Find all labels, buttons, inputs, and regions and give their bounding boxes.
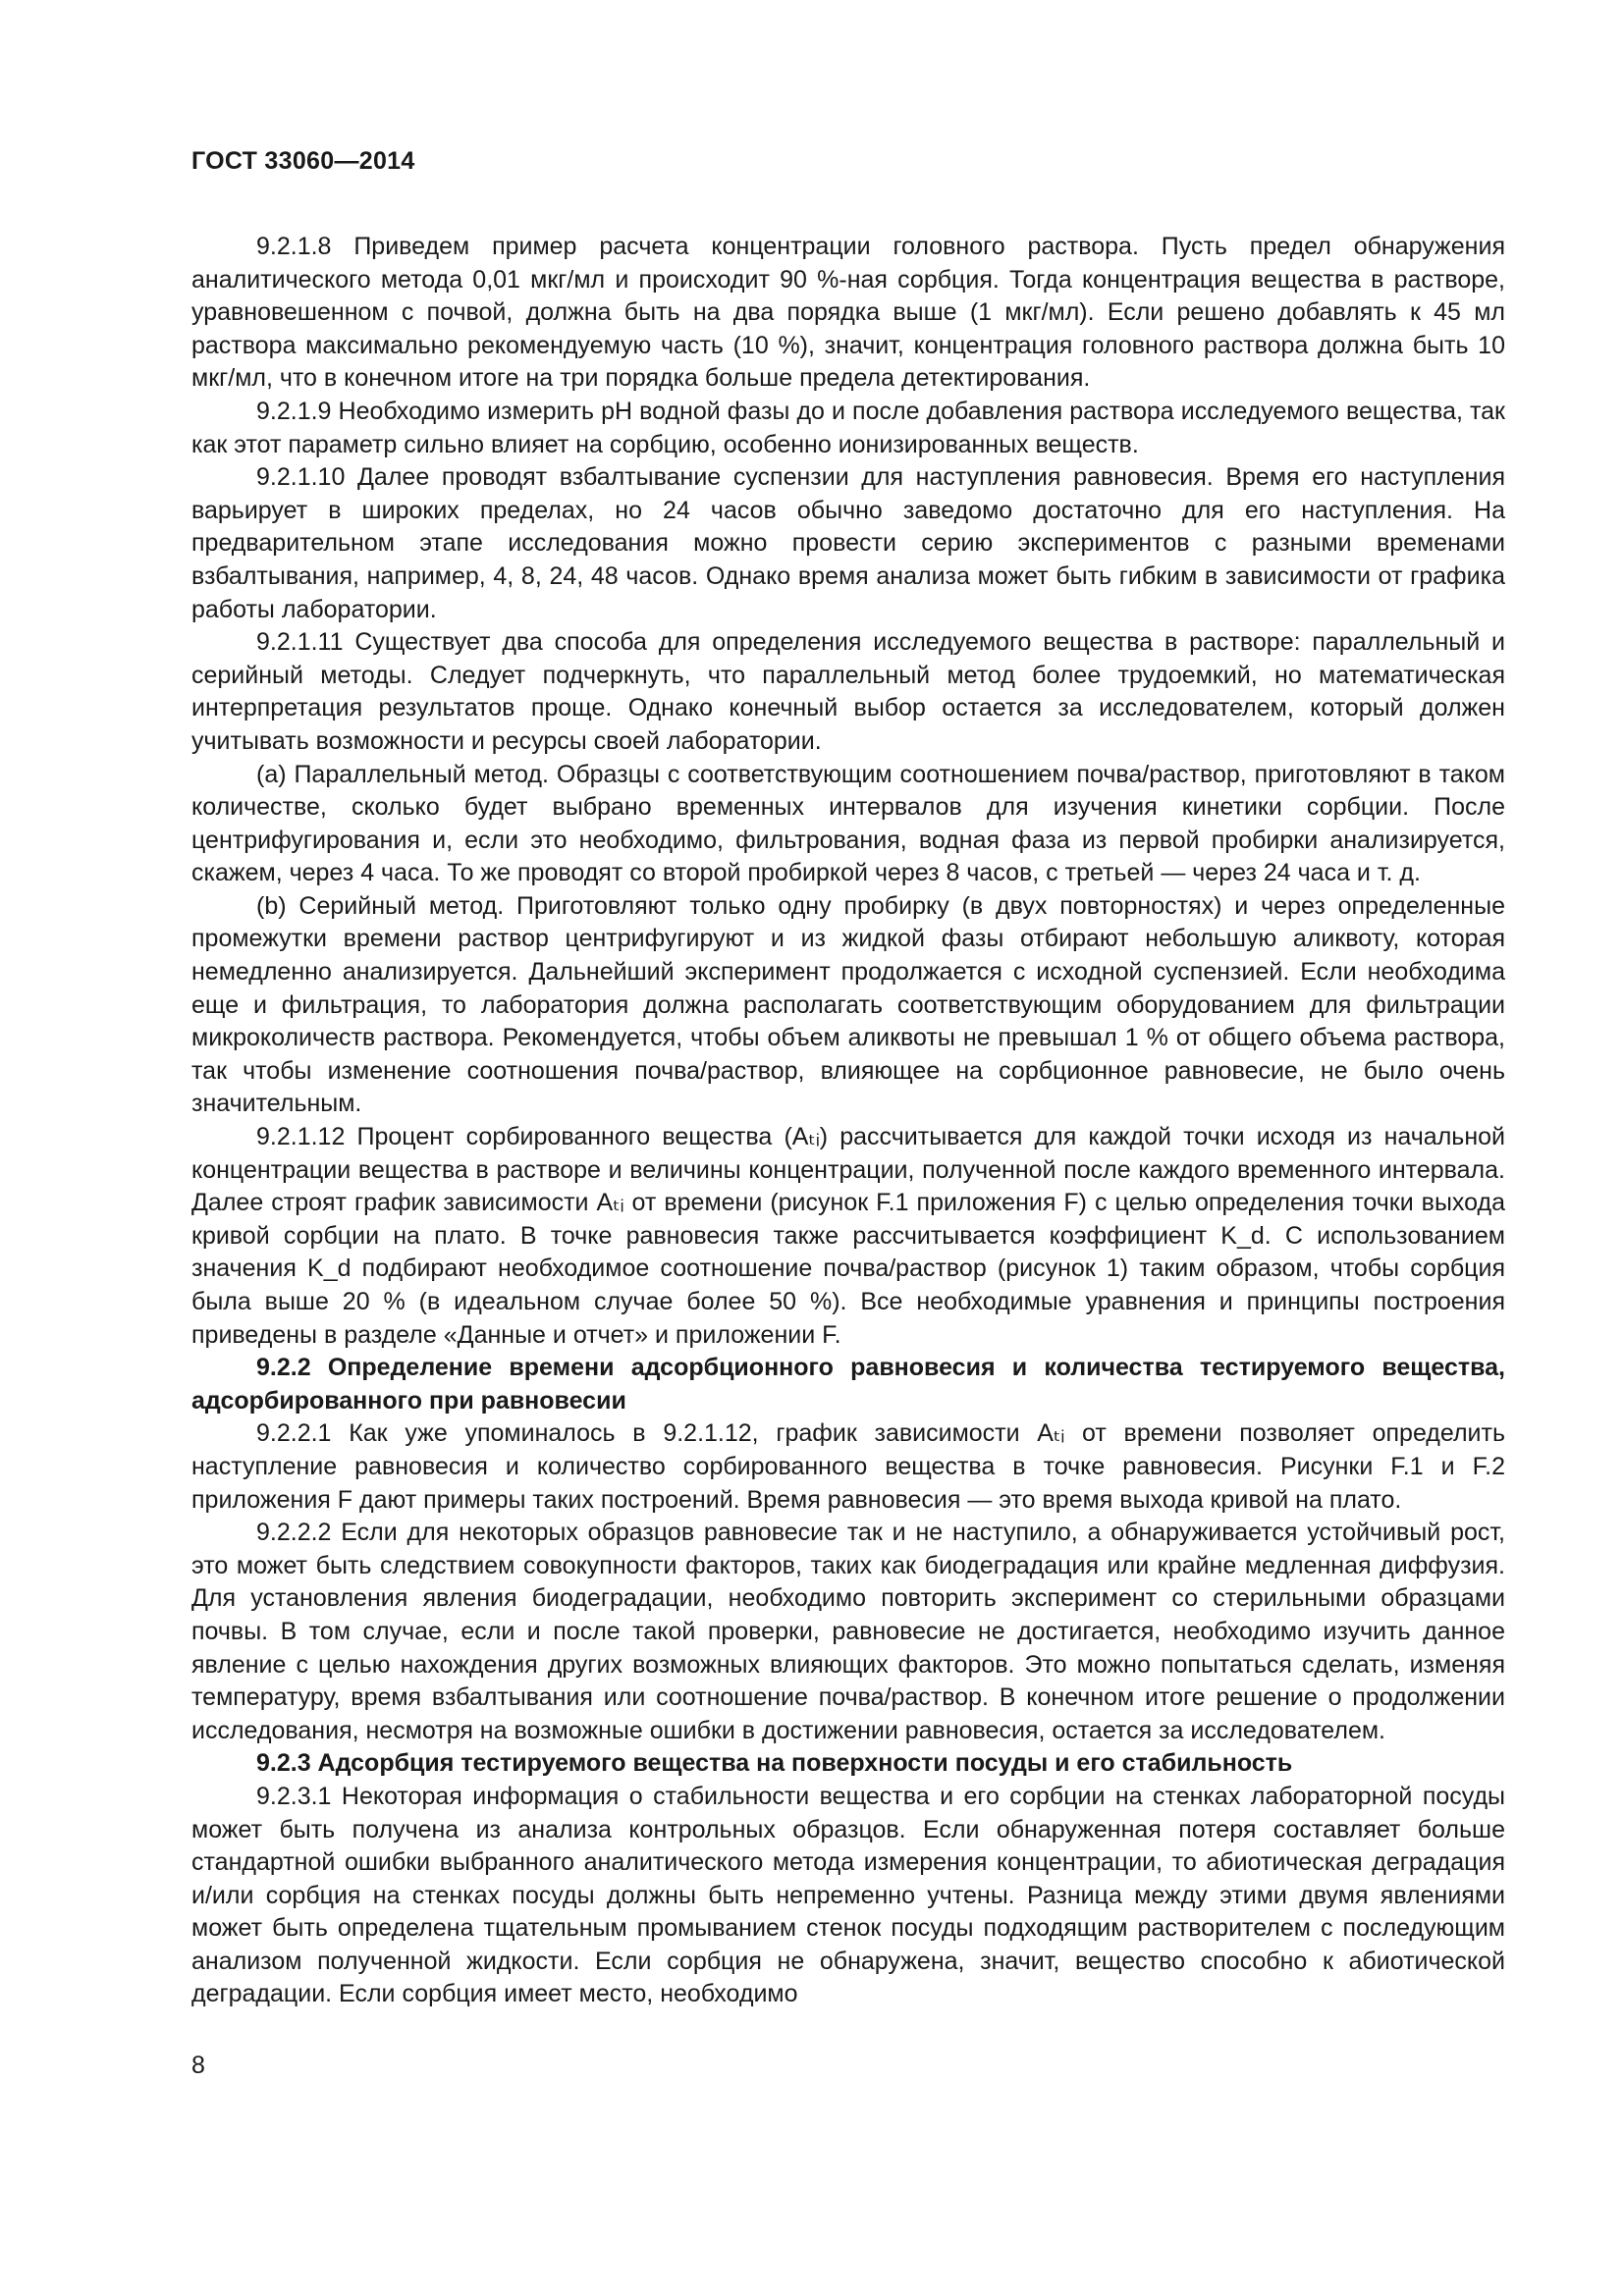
paragraph-9-2-1-10: 9.2.1.10 Далее проводят взбалтывание суспензии для наступления равновесия. Время его наступления варьирует в широких пределах, но 24 часов обычно заведомо достаточно для его наступления. На предварительном этапе исследования можно провести серию экспериментов с разными временами взбалтывания, например, 4, 8, 24, 48 часов. Однако время анализа может быть гибким в зависимости от графика работы лаборатории. — [191, 463, 1505, 623]
paragraph-9-2-1-9: 9.2.1.9 Необходимо измерить pH водной фазы до и после добавления раствора исследуемого вещества, так как этот параметр сильно влияет на сорбцию, особенно ионизированных веществ. — [191, 397, 1505, 458]
paragraph-9-2-1-8: 9.2.1.8 Приведем пример расчета концентрации головного раствора. Пусть предел обнаружения аналитического метода 0,01 мкг/мл и происходит 90 %-ная сорбция. Тогда концентрация вещества в растворе, уравновешенном с почвой, должна быть на два порядка выше (1 мкг/мл). Если решено добавлять к 45 мл раствора максимально рекомендуемую часть (10 %), значит, концентрация головного раствора должна быть 10 мкг/мл, что в конечном итоге на три порядка больше предела детектирования. — [191, 233, 1505, 393]
paragraph-9-2-2-2: 9.2.2.2 Если для некоторых образцов равновесие так и не наступило, а обнаруживается устойчивый рост, это может быть следствием совокупности факторов, таких как биодеградация или крайне медленная диффузия. Для установления явления биодеградации, необходимо повторить эксперимент со стерильными образцами почвы. В том случае, если и после такой проверки, равновесие не достигается, необходимо изучить данное явление с целью нахождения других возможных влияющих факторов. Это можно попытаться сделать, изменяя температуру, время взбалтывания или соотношение почва/раствор. В конечном итоге решение о продолжении исследования, несмотря на возможные ошибки в достижении равновесия, остается за исследователем. — [191, 1519, 1505, 1744]
section-heading-9-2-2: 9.2.2 Определение времени адсорбционного равновесия и количества тестируемого вещества, адсорбированного при равновесии — [191, 1354, 1505, 1415]
document-page — [191, 147, 1505, 2011]
paragraph-9-2-3-1: 9.2.3.1 Некоторая информация о стабильности вещества и его сорбции на стенках лабораторной посуды может быть получена из анализа контрольных образцов. Если обнаруженная потеря составляет больше стандартной ошибки выбранного аналитического метода измерения концентрации, то абиотическая деградация и/или сорбция на стенках посуды должны быть непременно учтены. Разница между этими двумя явлениями может быть определена тщательным промыванием стенок посуды подходящим растворителем с последующим анализом полученной жидкости. Если сорбция не обнаружена, значит, вещество способно к абиотической деградации. Если сорбция имеет место, необходимо — [191, 1782, 1505, 2008]
section-heading-9-2-3: 9.2.3 Адсорбция тестируемого вещества на поверхности посуды и его стабильность — [256, 1749, 1293, 1778]
page-number: 8 — [191, 2052, 205, 2079]
paragraph-9-2-2-1: 9.2.2.1 Как уже упоминалось в 9.2.1.12, график зависимости Aₜᵢ от времени позволяет определить наступление равновесия и количество сорбированного вещества в точке равновесия. Рисунки F.1 и F.2 приложения F дают примеры таких построений. Время равновесия — это время выхода кривой на плато. — [191, 1419, 1505, 1514]
paragraph-parallel-method: (а) Параллельный метод. Образцы с соответствующим соотношением почва/раствор, приготовляют в таком количестве, сколько будет выбрано временных интервалов для изучения кинетики сорбции. После центрифугирования и, если это необходимо, фильтрования, водная фаза из первой пробирки анализируется, скажем, через 4 часа. То же проводят со второй пробиркой через 8 часов, с третьей — через 24 часа и т. д. — [191, 760, 1505, 887]
paragraph-9-2-1-11: 9.2.1.11 Существует два способа для определения исследуемого вещества в растворе: параллельный и серийный методы. Следует подчеркнуть, что параллельный метод более трудоемкий, но математическая интерпретация результатов проще. Однако конечный выбор остается за исследователем, который должен учитывать возможности и ресурсы своей лаборатории. — [191, 628, 1505, 755]
paragraph-9-2-1-12: 9.2.1.12 Процент сорбированного вещества (Aₜᵢ) рассчитывается для каждой точки исходя из начальной концентрации вещества в растворе и величины концентрации, полученной после каждого временного интервала. Далее строят график зависимости Aₜᵢ от времени (рисунок F.1 приложения F) с целью определения точки выхода кривой сорбции на плато. В точке равновесия также рассчитывается коэффициент K_d. С использованием значения K_d подбирают необходимое соотношение почва/раствор (рисунок 1) таким образом, чтобы сорбция была выше 20 % (в идеальном случае более 50 %). Все необходимые уравнения и принципы построения приведены в разделе «Данные и отчет» и приложении F. — [191, 1123, 1505, 1349]
document-header: ГОСТ 33060—2014 — [191, 147, 415, 175]
paragraph-serial-method: (b) Серийный метод. Приготовляют только одну пробирку (в двух повторностях) и через определенные промежутки времени раствор центрифугируют и из жидкой фазы отбирают небольшую аликвоту, которая немедленно анализируется. Дальнейший эксперимент продолжается с исходной суспензией. Если необходима еще и фильтрация, то лаборатория должна располагать соответствующим оборудованием для фильтрации микроколичеств раствора. Рекомендуется, чтобы объем аликвоты не превышал 1 % от общего объема раствора, так чтобы изменение соотношения почва/раствор, влияющее на сорбционное равновесие, не было очень значительным. — [191, 891, 1505, 1118]
document-body — [191, 231, 1505, 2011]
